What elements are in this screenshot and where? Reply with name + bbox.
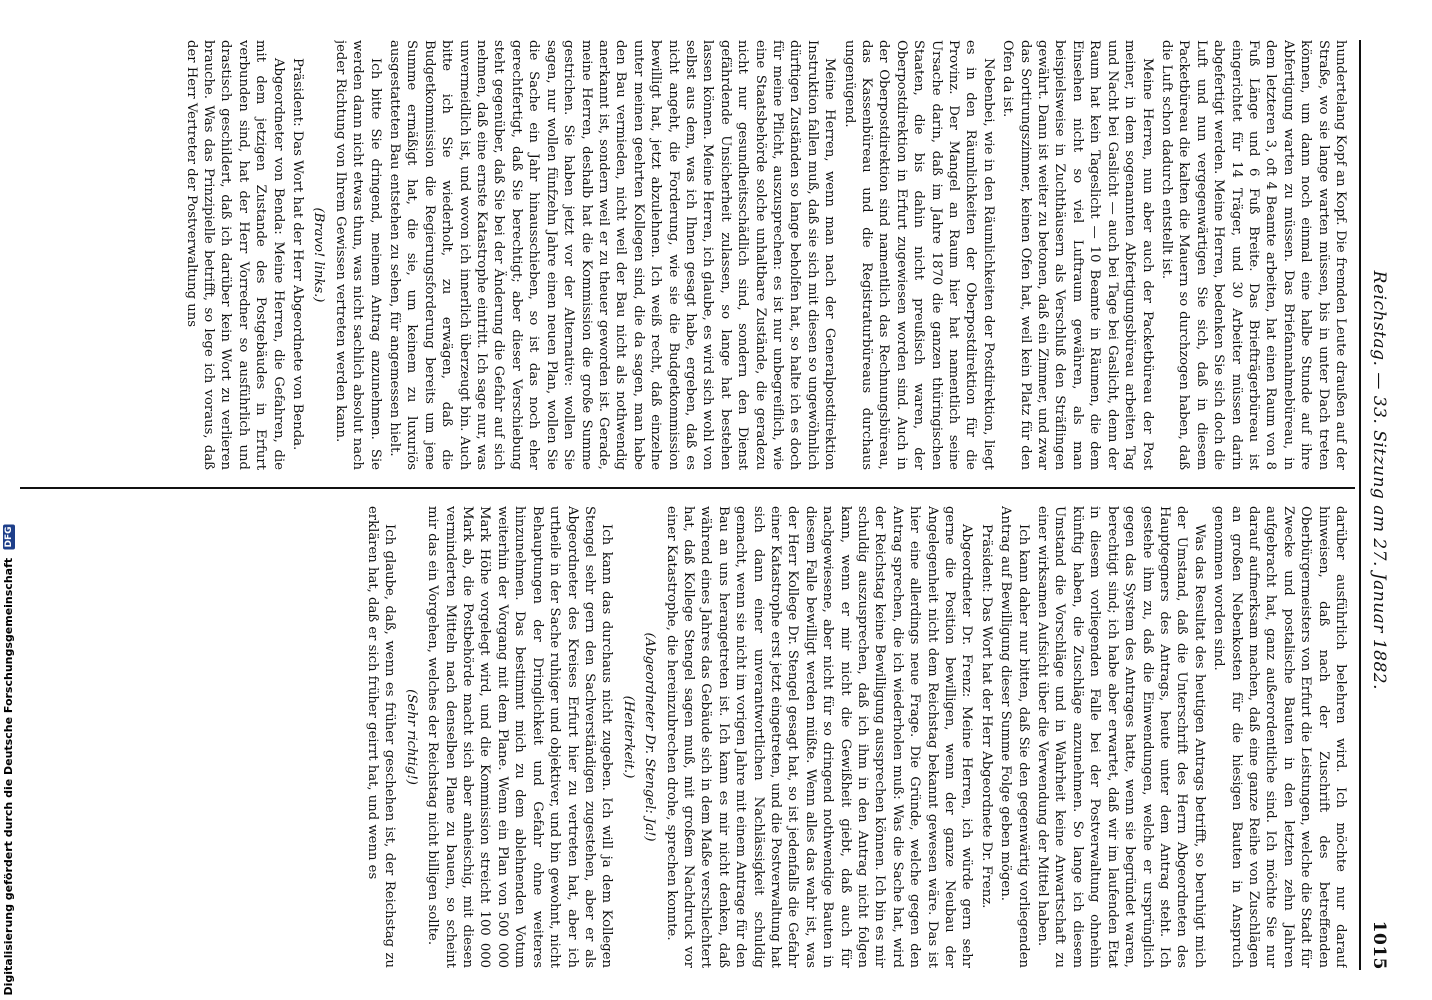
president-speech: Präsident: Das Wort hat der Herr Abgeordnete Dr. Frenz.: [978, 524, 994, 909]
paragraph: Abgeordneter von Benda: Meine Herren, die Gefahren, die mit dem jetzigen Zustande des Postgebäudes in Erfurt verbunden sind, hat der Herr Vorredner so ausführlich und drastisch geschildert, daß ich darüber kein Wort zu verlieren brauche. Was das Prinzipielle betrifft, so lege ich voraus, daß der Herr Vertreter der Postverwaltung uns: [183, 40, 286, 470]
page-number: 1015: [1369, 920, 1389, 970]
page-title: Reichstag. — 33. Sitzung am 27. Januar 1882.: [1369, 270, 1389, 690]
president-speech: Präsident: Das Wort hat der Herr Abgeordnete von Benda.: [290, 58, 306, 451]
applause-note: (Bravo! links.): [311, 207, 327, 303]
header-rule: [1359, 40, 1361, 970]
paragraph: Meine Herren, nun aber auch der Packetbüreau der Post meiner, in dem sogenannten Abfertigungsbüreau arbeiten Tag und Nacht bei Gaslicht — auch bei Tage bei Gaslicht, denn der Raum hat kein Tageslicht — 10 Beamte in Räumen, die dem Einsehen nicht so viel Luftraum gewähren, als man beispielsweise in Zuchthäusern als Verschluß den Sträflingen gewährt. Dann ist weiter zu betonen, daß ein Zimmer, und zwar das Sortirungszimmer, keinen Ofen hat, weil kein Platz für den Ofen da ist.: [1000, 40, 1155, 470]
page-header: [1365, 40, 1393, 970]
right-column: [20, 506, 1349, 968]
interjection: (Abgeordneter Dr. Stengel: Ja!): [642, 632, 658, 842]
paragraph: Was das Resultat des heutigen Antrags betrifft, so beruhigt mich der Umstand, daß die Unterschrift des Herrn Abgeordneten des Hauptgegners des Antrags, heute unter dem Antrag steht. Ich gestehe ihm zu, daß die Einwendungen, welche er ursprünglich gegen das System des Antrages hatte, wenn sie begründet waren, berechtigt sind; ich habe aber erwartet, daß wir im laufenden Etat in diesem vorliegenden Falle bei der Postverwaltung ohnehin künftig haben, die Zuschläge anzunehmen. So lange ich diesem Umstand die Vorschläge und in Wahrheit keine Anwartschaft zu einer wirksamen Aufsicht über die Verwendung der Mittel haben.: [1035, 506, 1207, 968]
interjection: (Heiterkeit.): [620, 695, 636, 779]
dfg-logo: DFG: [4, 527, 14, 549]
column-divider: [20, 487, 1355, 489]
paragraph: Ich glaube, daß, wenn es früher geschehen ist, der Reichstag zu erklären hat, daß er sich früher geirrt hat, und wenn es: [365, 506, 398, 968]
digitization-credit: [2, 525, 22, 996]
paragraph: hundertelang Kopf an Kopf. Die fremden Leute draußen auf der Straße, wo sie lange warten müssen, bis in unter Dach treten können, um dann noch einmal eine halbe Stunde auf ihre Abfertigung warten zu müssen. Das Briefannahmebüreau, in dem letzteren 3, oft 4 Beamte arbeiten, hat einen Raum von 8 Fuß Länge und 6 Fuß Breite. Das Briefträgerbüreau ist eingerichtet für 14 Träger, und 30 Arbeiter müssen darin abgefertigt werden. Meine Herren, bedenken Sie sich doch die Luft und nun vergegenwärtigen Sie sich, daß in diesem Packetbüreau die kalten die Mauern so durchzogen haben, daß die Luft schon dadurch entstellt ist.: [1158, 40, 1348, 470]
paragraph: Abgeordneter Dr. Frenz: Meine Herren, ich würde gern sehr gerne die Position bewilligen, wenn der ganze Neubau der Angelegenheit nicht dem Reichstag bekannt gewesen wäre. Das ist hier eine allerdings neue Frage. Die Gründe, welche gegen den Antrag sprechen, die ich wiederholen muß: Was die Sache hat, wird der Reichstag keine Bewilligung aussprechen können. Ich bin es mir schuldig auszusprechen, daß ich ihm in den Antrag nicht folgen kann, wenn er mir nicht die Gewißheit giebt, daß auch für nachgewiesene, aber nicht für so dringend nothwendige Bauten in diesem Falle bewilligt werden müßte. Wenn alles das wahr ist, was der Herr Kollege Dr. Stengel gesagt hat, so ist jedenfalls die Gefahr einer Katastrophe erst jetzt eingetreten, und die Postverwaltung hat sich dann einer unverantwortlichen Nachlässigkeit schuldig gemacht, wenn sie nicht im vorigen Jahre mit einem Antrage für den Bau an uns herangetreten ist. Ich kann es mir nicht denken, daß während eines Jahres das Gebäude sich in dem Maße verschlechtert hat, daß Kollege Stengel sagen muß, mit großem Nachdruck vor einer Katastrophe, die hereinzubrechen drohe, sprechen konnte.: [663, 506, 975, 968]
paragraph: Nebenbei, wie in den Räumlichkeiten der Postdirektion, liegt es in den Räumlichkeiten der Oberpostdirektion für die Provinz. Der Mangel an Raum hier hat namentlich seine Ursache darin, daß im Jahre 1870 die ganzen thüringischen Staaten, die bis dahin nicht preußisch waren, der Oberpostdirektion in Erfurt zugewiesen worden sind. Auch in der Oberpostdirektion sind namentlich das Rechnungsbüreau, das Kassenbüreau und die Registraturbüreaus durchaus ungenügend.: [841, 40, 996, 470]
paragraph: Ich kann das durchaus nicht zugeben. Ich will ja dem Kollegen Stengel sehr gern den Sachverständigen zugestehen, aber er als Abgeordneter des Kreises Erfurt hier zu vertreten hat, aber ich urtheile in der Sache ruhiger und objektiver, und bin gewohnt, nicht Behauptungen der Dringlichkeit und Gefahr ohne weiteres hinzunehmen. Das bestimmt mich zu dem ablehnenden Votum weiterhin der Vorgang mit dem Plane. Wenn ein Plan von 500 000 Mark Höhe vorgelegt wird, und die Kommission streicht 100 000 Mark ab, die Postbehörde macht sich aber anheischig, mit diesen verminderten Mitteln nach denselben Plane zu bauen, so scheint mir das ein Vorgehen, welches der Reichstag nicht billigen sollte.: [425, 506, 615, 968]
paragraph: Ich kann daher nur bitten, daß Sie den gegenwärtig vorliegenden Antrag auf Bewilligung dieser Summe Folge geben mögen.: [998, 506, 1031, 968]
paragraph: Meine Herren, wenn man nach der Generalpostdirektion Instruktion fallen muß, daß sie sich mit diesen so ungewöhnlich dürftigen Zuständen so lange beholfen hat, so halte ich es doch für meine Pflicht, auszusprechen: es ist nur unbegreiflich, wie eine Staatsbehörde solche unhaltbare Zustände, die geradezu nicht nur gesundheitsschädlich sind, sondern den Dienst gefährdende Unsicherheit zulassen, so lange hat bestehen lassen können. Meine Herren, ich glaube, es wird sich wohl von selbst aus dem, was ich Ihnen gesagt habe, ergeben, daß es nicht angeht, die Forderung, wie sie die Budgetkommission bewilligt hat, jetzt abzulehnen. Ich weiß recht, daß einzelne unter meinen geehrten Kollegen sind, die da sagen, man habe den Bau vermieden, nicht weil der Bau nicht als nothwendig anerkannt ist, sondern weil er zu theuer geworden ist. Gerade, meine Herren, deshalb hat die Kommission die große Summe gestrichen. Sie haben jetzt vor der Alternative: wollen Sie sagen, nur wollen fünfzehn Jahre einen neuen Plan, wollen Sie die Sache ein Jahr hinausschieben, so ist das noch eher gerechtfertigt, daß Sie berechtigt; aber dieser Verschiebung steht gegenüber, daß Sie bei der Änderung die Gefahr auf sich nehmen, daß eine ernste Katastrophe eintritt. Ich sage nur, was unvermeidlich ist, und wovon ich innerlich überzeugt bin. Auch bitte ich Sie wiederholt, zu erwägen, daß die Budgetkommission die Regierungsforderung bereits um jene Summe ermäßigt hat, die sie, um keinem zu luxuriös ausgestatteten Bau entstehen zu sehen, für angemessen hielt.: [387, 40, 838, 470]
interjection: (Sehr richtig!): [403, 689, 419, 785]
left-column: [20, 40, 1349, 470]
paragraph: Ich bitte Sie dringend, meinem Antrag anzunehmen. Sie werden dann nicht etwas thun, was nicht sachlich absolut nach jeder Richtung von Ihrem Gewissen vertreten werden kann.: [332, 40, 383, 470]
credit-text: Digitalisierung gefördert durch die Deutsche Forschungsgemeinschaft: [2, 558, 15, 996]
paragraph: darüber ausführlich belehren wird. Ich möchte nur darauf hinweisen, daß nach der Zuschrift des betreffenden Oberbürgermeisters von Erfurt die Leistungen, welche die Stadt für Zwecke und postalische Bauten in den letzten zehn Jahren aufgebracht hat, ganz außerordentliche sind. Ich möchte Sie nur darauf aufmerksam machen, daß eine ganze Reihe von Zuschlägen an großen Nebenkosten für die hiesigen Bauten in Anspruch genommen worden sind.: [1211, 506, 1348, 968]
footer-bar: [0, 527, 24, 1000]
